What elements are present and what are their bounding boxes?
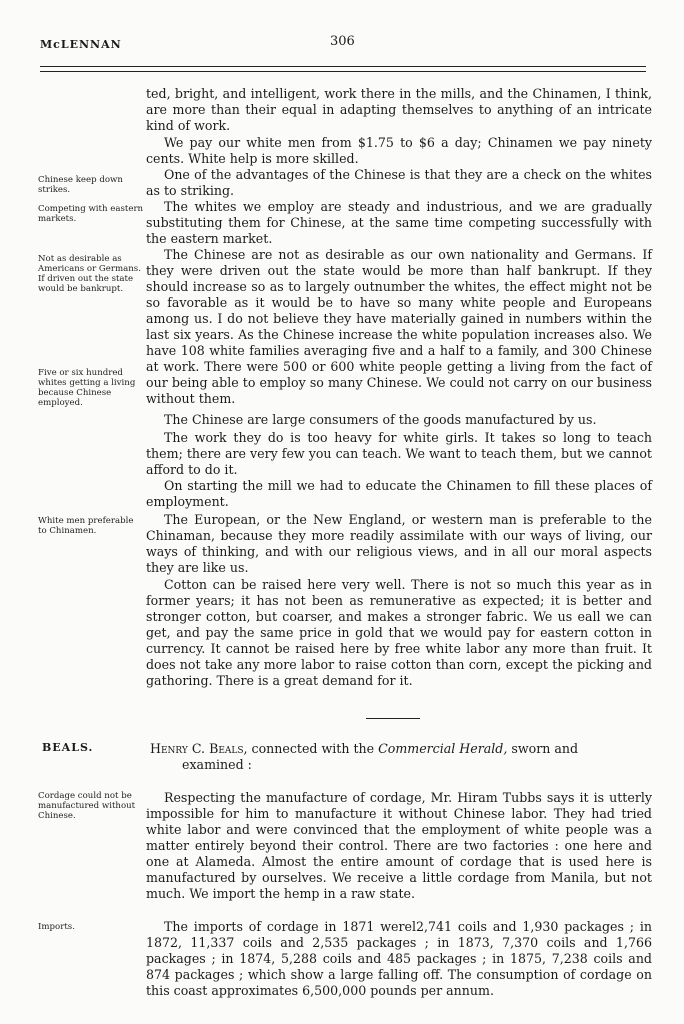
margin-note: White men preferable to Chinamen. bbox=[38, 516, 134, 536]
paragraph-6 bbox=[146, 412, 652, 428]
margin-note: Imports. bbox=[38, 922, 75, 932]
witness-intro bbox=[150, 741, 650, 773]
paragraph-text: The imports of cordage in 1871 werel2,741 coils and 1,930 packages ; in 1872, 11,337 coils and 2,535 packages ; in 1873, 7,370 coils and 1,766 packages ; in 1874, 5,288 coils and 485 packages ; in 1875, 7,238 coils and 874 packages ; which show a large falling off. The consumption of cordage on this coast approximates 6,500,000 pounds per annum. bbox=[146, 919, 652, 998]
section-divider bbox=[366, 718, 420, 719]
margin-note: Five or six hundred whites getting a living because Chinese employed. bbox=[38, 368, 136, 408]
paragraph-4 bbox=[146, 199, 652, 247]
paragraph-5 bbox=[146, 247, 652, 407]
page-number: 306 bbox=[330, 34, 355, 49]
margin-note: Competing with eastern markets. bbox=[38, 204, 144, 224]
paragraph-10 bbox=[146, 577, 652, 689]
paragraph-text: The whites we employ are steady and industrious, and we are gradually substituting them for Chinese, at the same time competing successfully with the eastern market. bbox=[146, 199, 652, 246]
section-name-beals: BEALS. bbox=[42, 741, 94, 754]
paragraph-9 bbox=[146, 512, 652, 576]
running-head: McLENNAN bbox=[40, 38, 122, 51]
paragraph-text: The Chinese are not as desirable as our own nationality and Germans. If they were driven out the state would be more than half bankrupt. If they should increase so as to largely outnumber the whites, the effect might not be so favorable as it would be to have so many white people and Europeans among us. I do not believe they have materially gained in numbers within the last six years. As the Chinese increase the white population increases also. We have 108 white families averaging five and a half to a family, and 300 Chinese at work. There were 500 or 600 white people getting a living from the fact of our being able to employ so many Chinese. We could not carry on our business without them. bbox=[146, 247, 652, 406]
witness-name: Henry C. Beals, bbox=[150, 741, 248, 756]
intro-text: sworn and bbox=[507, 741, 579, 756]
paragraph-7 bbox=[146, 430, 652, 478]
paragraph-text: The Chinese are large consumers of the goods manufactured by us. bbox=[164, 412, 597, 427]
paragraph-text: The European, or the New England, or western man is preferable to the Chinaman, because they more readily assimilate with our ways of living, our ways of thinking, and with our religious views, and in all our moral aspects they are like us. bbox=[146, 512, 652, 575]
intro-text: connected with the bbox=[247, 741, 379, 756]
paragraph-text: On starting the mill we had to educate the Chinamen to fill these places of employment. bbox=[146, 478, 652, 509]
paragraph-text: Cotton can be raised here very well. There is not so much this year as in former years; it has not been as remunerative as expected; it is better and stronger cotton, but coarser, and makes a stronger fabric. We us eall we can get, and pay the same price in gold that we would pay for eastern cotton in currency. It cannot be raised here by free white labor any more than fruit. It does not take any more labor to raise cotton than corn, except the picking and gathoring. There is a great demand for it. bbox=[146, 577, 652, 688]
margin-note: Not as desirable as Americans or Germans. If driven out the state would be bankrupt. bbox=[38, 254, 141, 294]
paragraph-text: We pay our white men from $1.75 to $6 a day; Chinamen we pay ninety cents. White help is more skilled. bbox=[146, 135, 652, 166]
paragraph-text: The work they do is too heavy for white girls. It takes so long to teach them; there are very few you can teach. We want to teach them, but we cannot afford to do it. bbox=[146, 430, 652, 477]
intro-continuation: examined : bbox=[182, 757, 252, 772]
paragraph-2 bbox=[146, 135, 652, 167]
paragraph-text: Respecting the manufacture of cordage, Mr. Hiram Tubbs says it is utterly impossible for him to manufacture it without Chinese labor. They had tried white labor and were convinced that the employment of white people was a matter entirely beyond their control. There are two factories : one here and one at Alameda. Almost the entire amount of cordage that is used here is manufactured by ourselves. We receive a little cordage from Manila, but not much. We import the hemp in a raw state. bbox=[146, 790, 652, 901]
paragraph-3 bbox=[146, 167, 652, 199]
paragraph-8 bbox=[146, 478, 652, 510]
beals-paragraph-1 bbox=[146, 790, 652, 902]
margin-note: Chinese keep down strikes. bbox=[38, 175, 123, 195]
paragraph-text: ted, bright, and intelligent, work there in the mills, and the Chinamen, I think, are more than their equal in adapting themselves to anything of an intricate kind of work. bbox=[146, 86, 652, 133]
paragraph-text: One of the advantages of the Chinese is that they are a check on the whites as to striking. bbox=[146, 167, 652, 198]
beals-paragraph-2 bbox=[146, 919, 652, 999]
paragraph-1 bbox=[146, 86, 652, 134]
margin-note: Cordage could not be manufactured without Chinese. bbox=[38, 791, 136, 821]
publication-name: Commercial Herald, bbox=[378, 741, 508, 756]
